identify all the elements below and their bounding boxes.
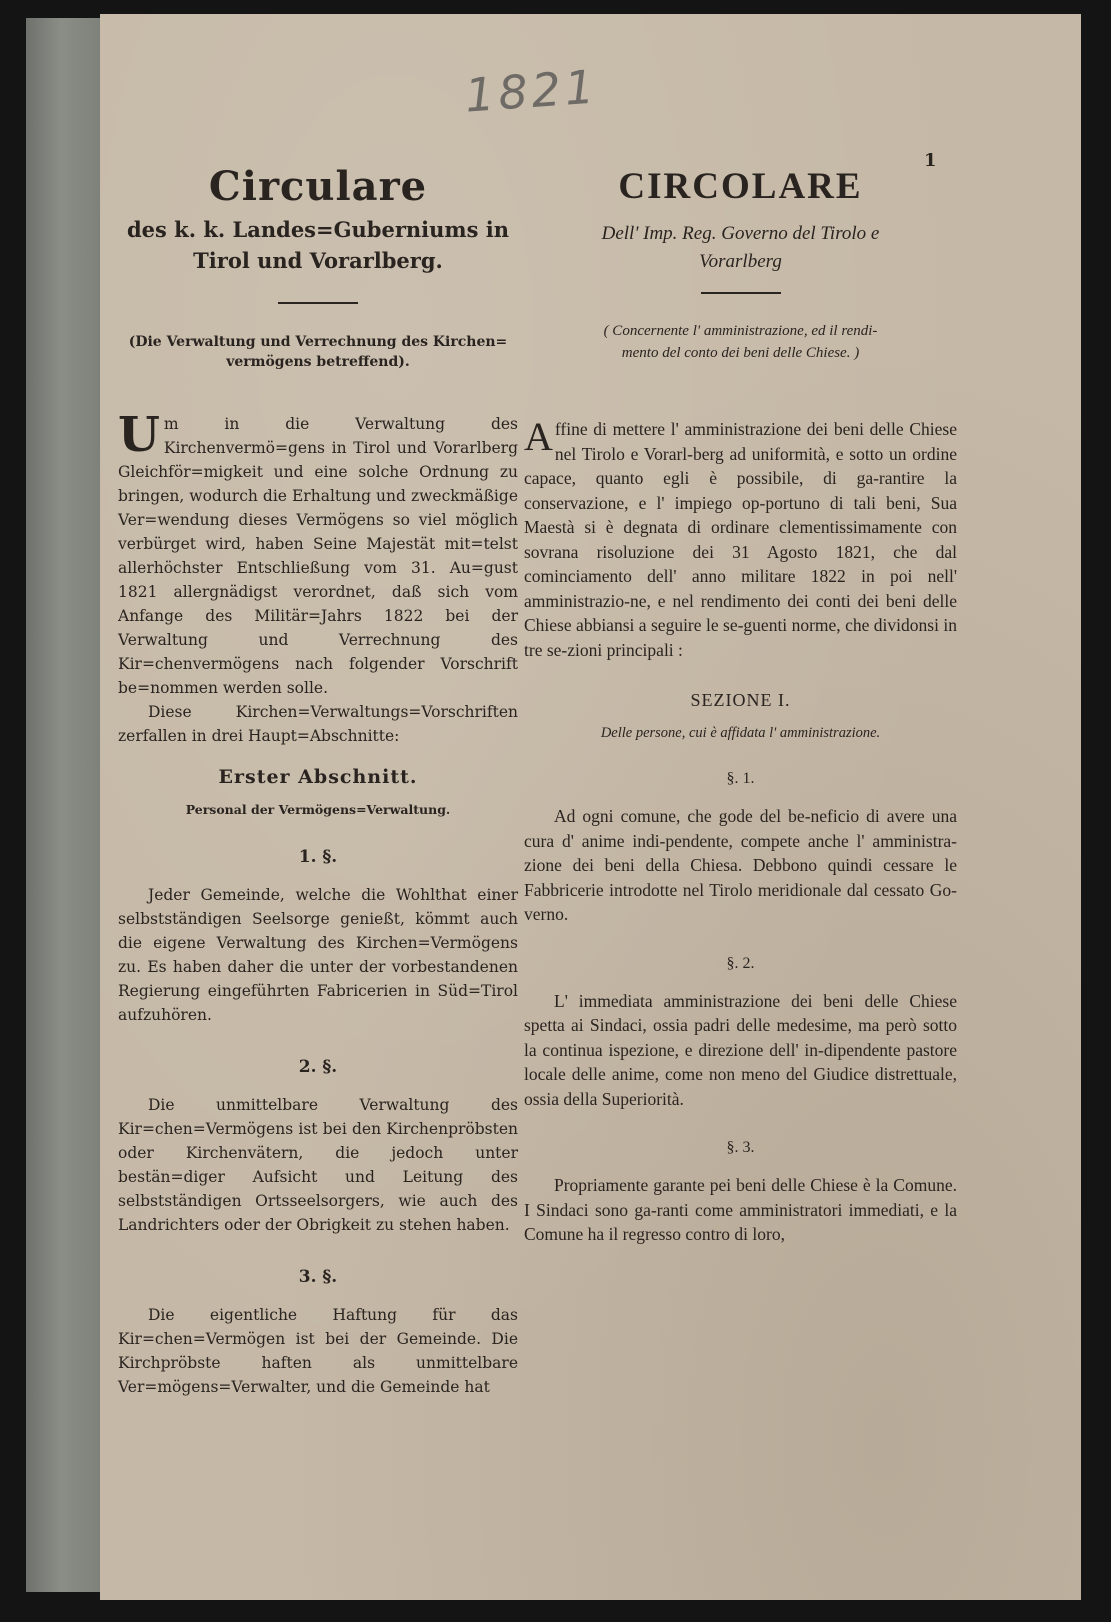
german-subject-note [124,332,512,372]
german-section-title: Erster Abschnitt. [218,766,418,788]
italian-section-title: SEZIONE I. [690,690,791,710]
german-paragraph-text: Die unmittelbare Verwaltung des Kir=chen=Vermögens ist bei den Kirchenpröbsten oder Kirchenvätern, die jedoch unter bestän=diger Aufsicht und Leitung des selbstständigen Ortsseelsorgers, wie auch des Landrichters oder der Obrigkeit zu stehen haben. [118,1096,518,1234]
italian-dropcap: A [524,414,553,459]
german-dropcap: U [118,407,160,463]
german-subtitle [118,214,518,276]
german-intro-paragraph [118,407,518,700]
italian-paragraph-heading: §. 3. [726,1139,755,1156]
german-paragraph-heading: 1. §. [298,847,338,867]
italian-subtitle [538,220,943,276]
document-page [100,14,1081,1600]
italian-title: CIRCOLARE [618,166,863,207]
binding-spine [26,18,104,1592]
german-paragraph-text: Jeder Gemeinde, welche die Wohlthat einer selbstständigen Seelsorge genießt, kömmt auch die eigene Verwaltung des Kirchen=Vermögens zu. Es haben daher die unter der vorbestandenen Regierung eingeführten Fabricerien in Süd=Tirol aufzuhören. [118,886,518,1024]
german-paragraph-heading: 3. §. [298,1267,338,1287]
page-number: 1 [924,150,937,171]
pencil-annotation-year: 1821 [463,59,600,123]
german-subtitle-line: des k. k. Landes=Guberniums in [126,217,510,242]
italian-paragraph-heading: §. 2. [726,954,755,972]
german-intro-text: m in die Verwaltung des Kirchenvermö=gens in Tirol und Vorarlberg Gleichför=migkeit und eine solche Ordnung zu bringen, wodurch die Erhaltung und zweckmäßige Ver=wendung dieses Vermögens so viel möglich verbürget wird, haben Seine Majestät mit=telst allerhöchster Entschließung vom 31. Au=gust 1821 allergnädigst verordnet, daß sich vom Anfange des Militär=Jahrs 1822 bei der Verwaltung und Verrechnung des Kir=chenvermögens nach folgender Vorschrift be=nommen werden solle. [118,415,518,697]
italian-column [524,164,957,1247]
german-section-subtitle: Personal der Vermögens=Verwaltung. [185,802,451,817]
italian-paragraph-heading: §. 1. [726,770,755,787]
italian-section-subtitle: Delle persone, cui è affidata l' amministrazione. [600,725,881,741]
italian-subtitle-line: Dell' Imp. Reg. Governo del Tirolo e [601,223,880,244]
german-paragraph-heading: 2. §. [298,1057,338,1077]
italian-subject-note [536,320,945,364]
german-title: Circulare [208,163,428,210]
italian-subtitle-line: Vorarlberg [699,251,782,272]
italian-note-line: mento del conto dei beni delle Chiese. ) [621,345,860,361]
german-column [118,164,518,1399]
italian-paragraph-text: L' immediata amministrazione dei beni delle Chiese spetta ai Sindaci, ossia padri delle medesime, ma però sotto la continua ispezione, e direzione dell' in-dipendente pastore locale delle anime, come non meno del Giudice distrettuale, ossia della Superiorità. [524,990,957,1109]
german-note-line: vermögens betreffend). [226,354,410,370]
german-subtitle-line: Tirol und Vorarlberg. [193,248,443,273]
italian-note-line: ( Concernente l' amministrazione, ed il rendi- [603,323,878,339]
italian-intro-text: ffine di mettere l' amministrazione dei beni delle Chiese nel Tirolo e Vorarl-berg ad uniformità, e sotto un ordine capace, quanto egli è possibile, di ga-rantire la conservazione, e l' impiego op-portuno di tali beni, Sua Maestà si è degnata di ordinare clementissimamente con sovrana risoluzione dei 31 Agosto 1821, che dal cominciamento dell' anno militare 1822 in poi nell' amministrazio-ne, e nel rendimento dei conti dei beni delle Chiese abbiansi a seguire le se-guenti norme, che dividonsi in tre se-zioni principali : [524,419,957,660]
german-intro-paragraph-2: Diese Kirchen=Verwaltungs=Vorschriften zerfallen in drei Haupt=Abschnitte: [118,703,518,745]
italian-intro-paragraph [524,414,957,662]
italian-paragraph-text: Ad ogni comune, che gode del be-neficio di avere una cura d' anime indi-pendente, compete anche l' amministra-zione dei beni della Chiesa. Debbono quindi cessare le Fabbricerie introdotte nel Tirolo meridionale dal cessato Go-verno. [524,806,957,924]
italian-paragraph-text: Propriamente garante pei beni delle Chiese è la Comune. I Sindaci sono ga-ranti come amministratori immediati, e la Comune ha il regresso contro di loro, [524,1175,957,1244]
german-title-rule [278,302,358,304]
german-note-line: (Die Verwaltung und Verrechnung des Kirchen= [128,334,508,350]
italian-title-rule [701,292,781,294]
german-paragraph-text: Die eigentliche Haftung für das Kir=chen=Vermögen ist bei der Gemeinde. Die Kirchpröbste haften als unmittelbare Ver=mögens=Verwalter, und die Gemeinde hat [118,1306,518,1396]
